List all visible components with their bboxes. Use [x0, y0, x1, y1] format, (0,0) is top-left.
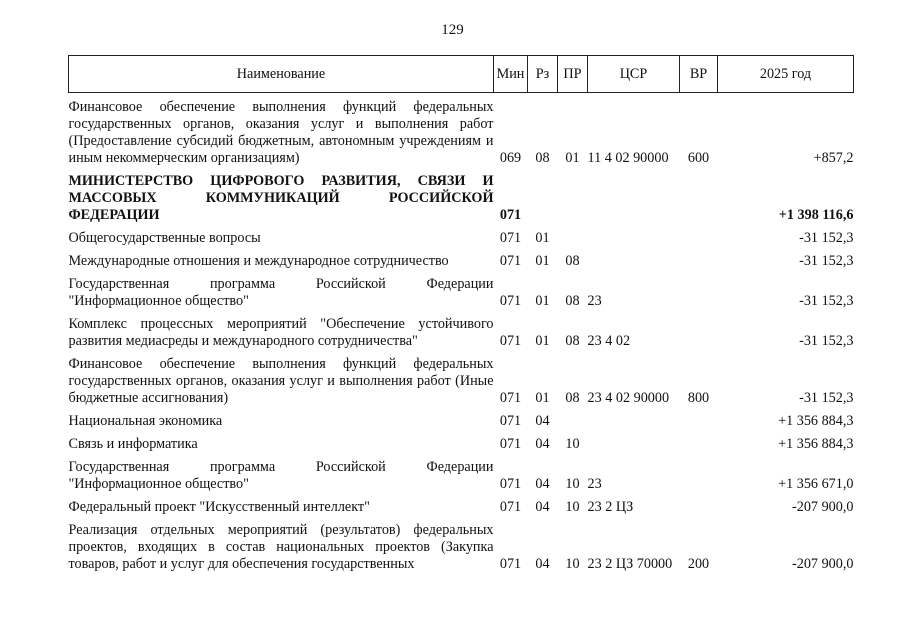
row-vr: 600 — [687, 150, 710, 166]
row-name: МИНИСТЕРСТВО ЦИФРОВОГО РАЗВИТИЯ, СВЯЗИ И МАССОВЫХ КОММУНИКАЦИЙ РОССИЙСКОЙ ФЕДЕРАЦИИ — [68, 173, 494, 223]
row-amount: -31 152,3 — [799, 253, 854, 269]
row-min: 071 — [499, 556, 522, 572]
row-rz: 04 — [535, 413, 550, 429]
row-rz — [528, 167, 558, 224]
header-pr: ПР — [558, 56, 588, 93]
row-pr: 10 — [565, 556, 580, 572]
table-body — [69, 93, 854, 574]
row-rz: 01 — [535, 230, 550, 246]
row-vr — [680, 310, 718, 350]
row-name: Реализация отдельных мероприятий (результатов) федеральных проектов, входящих в состав национальных проектов (Закупка товаров, работ и услуг для обеспечения государственных — [68, 522, 494, 572]
row-min: 071 — [499, 333, 522, 349]
row-rz: 01 — [535, 293, 550, 309]
row-name: Связь и информатика — [68, 436, 198, 452]
table-row — [69, 270, 854, 310]
row-pr: 10 — [565, 436, 580, 452]
row-min: 071 — [499, 253, 522, 269]
row-rz: 04 — [535, 556, 550, 572]
row-min: 069 — [499, 150, 522, 166]
row-pr: 10 — [565, 476, 580, 492]
row-name: Государственная программа Российской Федерации "Информационное общество" — [68, 459, 494, 492]
row-pr: 08 — [565, 253, 580, 269]
row-amount: -31 152,3 — [799, 333, 854, 349]
row-pr — [558, 167, 588, 224]
row-name: Федеральный проект "Искусственный интеллект" — [68, 499, 370, 515]
row-min: 071 — [499, 390, 522, 406]
row-pr: 10 — [565, 499, 580, 515]
row-amount: -31 152,3 — [799, 293, 854, 309]
table-row — [69, 247, 854, 270]
row-rz: 04 — [535, 476, 550, 492]
row-min: 071 — [499, 230, 522, 246]
row-pr — [558, 224, 588, 247]
row-rz: 04 — [535, 499, 550, 515]
table-row — [69, 350, 854, 407]
row-csr — [588, 247, 680, 270]
row-min: 071 — [499, 293, 522, 309]
header-vr: ВР — [680, 56, 718, 93]
row-vr — [680, 453, 718, 493]
row-csr: 23 — [587, 293, 602, 309]
row-min: 071 — [499, 207, 522, 223]
row-vr — [680, 493, 718, 516]
row-csr — [588, 167, 680, 224]
row-rz: 01 — [535, 333, 550, 349]
row-amount: +1 356 671,0 — [778, 476, 854, 492]
row-amount: +857,2 — [813, 150, 854, 166]
row-csr: 23 4 02 — [587, 333, 631, 349]
row-vr — [680, 270, 718, 310]
row-vr — [680, 430, 718, 453]
budget-table — [68, 55, 854, 573]
row-pr: 01 — [565, 150, 580, 166]
row-amount: -31 152,3 — [799, 230, 854, 246]
table-row — [69, 453, 854, 493]
row-vr — [680, 247, 718, 270]
row-rz: 04 — [535, 436, 550, 452]
table-row — [69, 407, 854, 430]
row-min: 071 — [499, 413, 522, 429]
row-name: Общегосударственные вопросы — [68, 230, 261, 246]
row-amount: +1 356 884,3 — [778, 413, 854, 429]
row-pr: 08 — [565, 390, 580, 406]
row-pr: 08 — [565, 293, 580, 309]
row-pr: 08 — [565, 333, 580, 349]
row-vr — [680, 407, 718, 430]
header-name: Наименование — [69, 56, 494, 93]
table-row — [69, 93, 854, 168]
row-min: 071 — [499, 476, 522, 492]
row-name: Национальная экономика — [68, 413, 223, 429]
row-min: 071 — [499, 436, 522, 452]
row-name: Комплекс процессных мероприятий "Обеспечение устойчивого развития медиасреды и международного сотрудничества" — [68, 316, 494, 349]
row-name: Государственная программа Российской Федерации "Информационное общество" — [68, 276, 494, 309]
row-vr — [680, 224, 718, 247]
table-row — [69, 430, 854, 453]
header-csr: ЦСР — [588, 56, 680, 93]
row-vr: 800 — [687, 390, 710, 406]
row-csr: 23 4 02 90000 — [587, 390, 670, 406]
row-amount: +1 356 884,3 — [778, 436, 854, 452]
row-name: Международные отношения и международное сотрудничество — [68, 253, 449, 269]
header-year: 2025 год — [718, 56, 854, 93]
row-csr: 23 — [587, 476, 602, 492]
row-amount: +1 398 116,6 — [778, 207, 854, 223]
page-number: 129 — [441, 22, 464, 38]
row-csr — [588, 407, 680, 430]
row-pr — [558, 407, 588, 430]
table-header — [69, 56, 854, 93]
table-row — [69, 310, 854, 350]
row-csr — [588, 430, 680, 453]
row-rz: 01 — [535, 253, 550, 269]
table-row — [69, 224, 854, 247]
table-row — [69, 516, 854, 573]
header-min: Мин — [494, 56, 528, 93]
row-rz: 08 — [535, 150, 550, 166]
header-rz: Рз — [528, 56, 558, 93]
row-csr: 23 2 ЦЗ 70000 — [587, 556, 673, 572]
table-row — [69, 493, 854, 516]
row-csr — [588, 224, 680, 247]
row-amount: -31 152,3 — [799, 390, 854, 406]
row-amount: -207 900,0 — [792, 499, 854, 515]
row-vr: 200 — [687, 556, 710, 572]
table-row — [69, 167, 854, 224]
row-name: Финансовое обеспечение выполнения функций федеральных государственных органов, оказания услуг и выполнения работ (Иные бюджетные ассигнования) — [68, 356, 494, 406]
row-rz: 01 — [535, 390, 550, 406]
row-csr: 11 4 02 90000 — [587, 150, 669, 166]
row-min: 071 — [499, 499, 522, 515]
row-name: Финансовое обеспечение выполнения функций федеральных государственных органов, оказания услуг и выполнения работ (Предоставление субсидий бюджетным, автономным учреждениям и иным некоммерческим организациям) — [68, 99, 494, 166]
row-csr: 23 2 ЦЗ — [587, 499, 634, 515]
row-vr — [680, 167, 718, 224]
row-amount: -207 900,0 — [792, 556, 854, 572]
